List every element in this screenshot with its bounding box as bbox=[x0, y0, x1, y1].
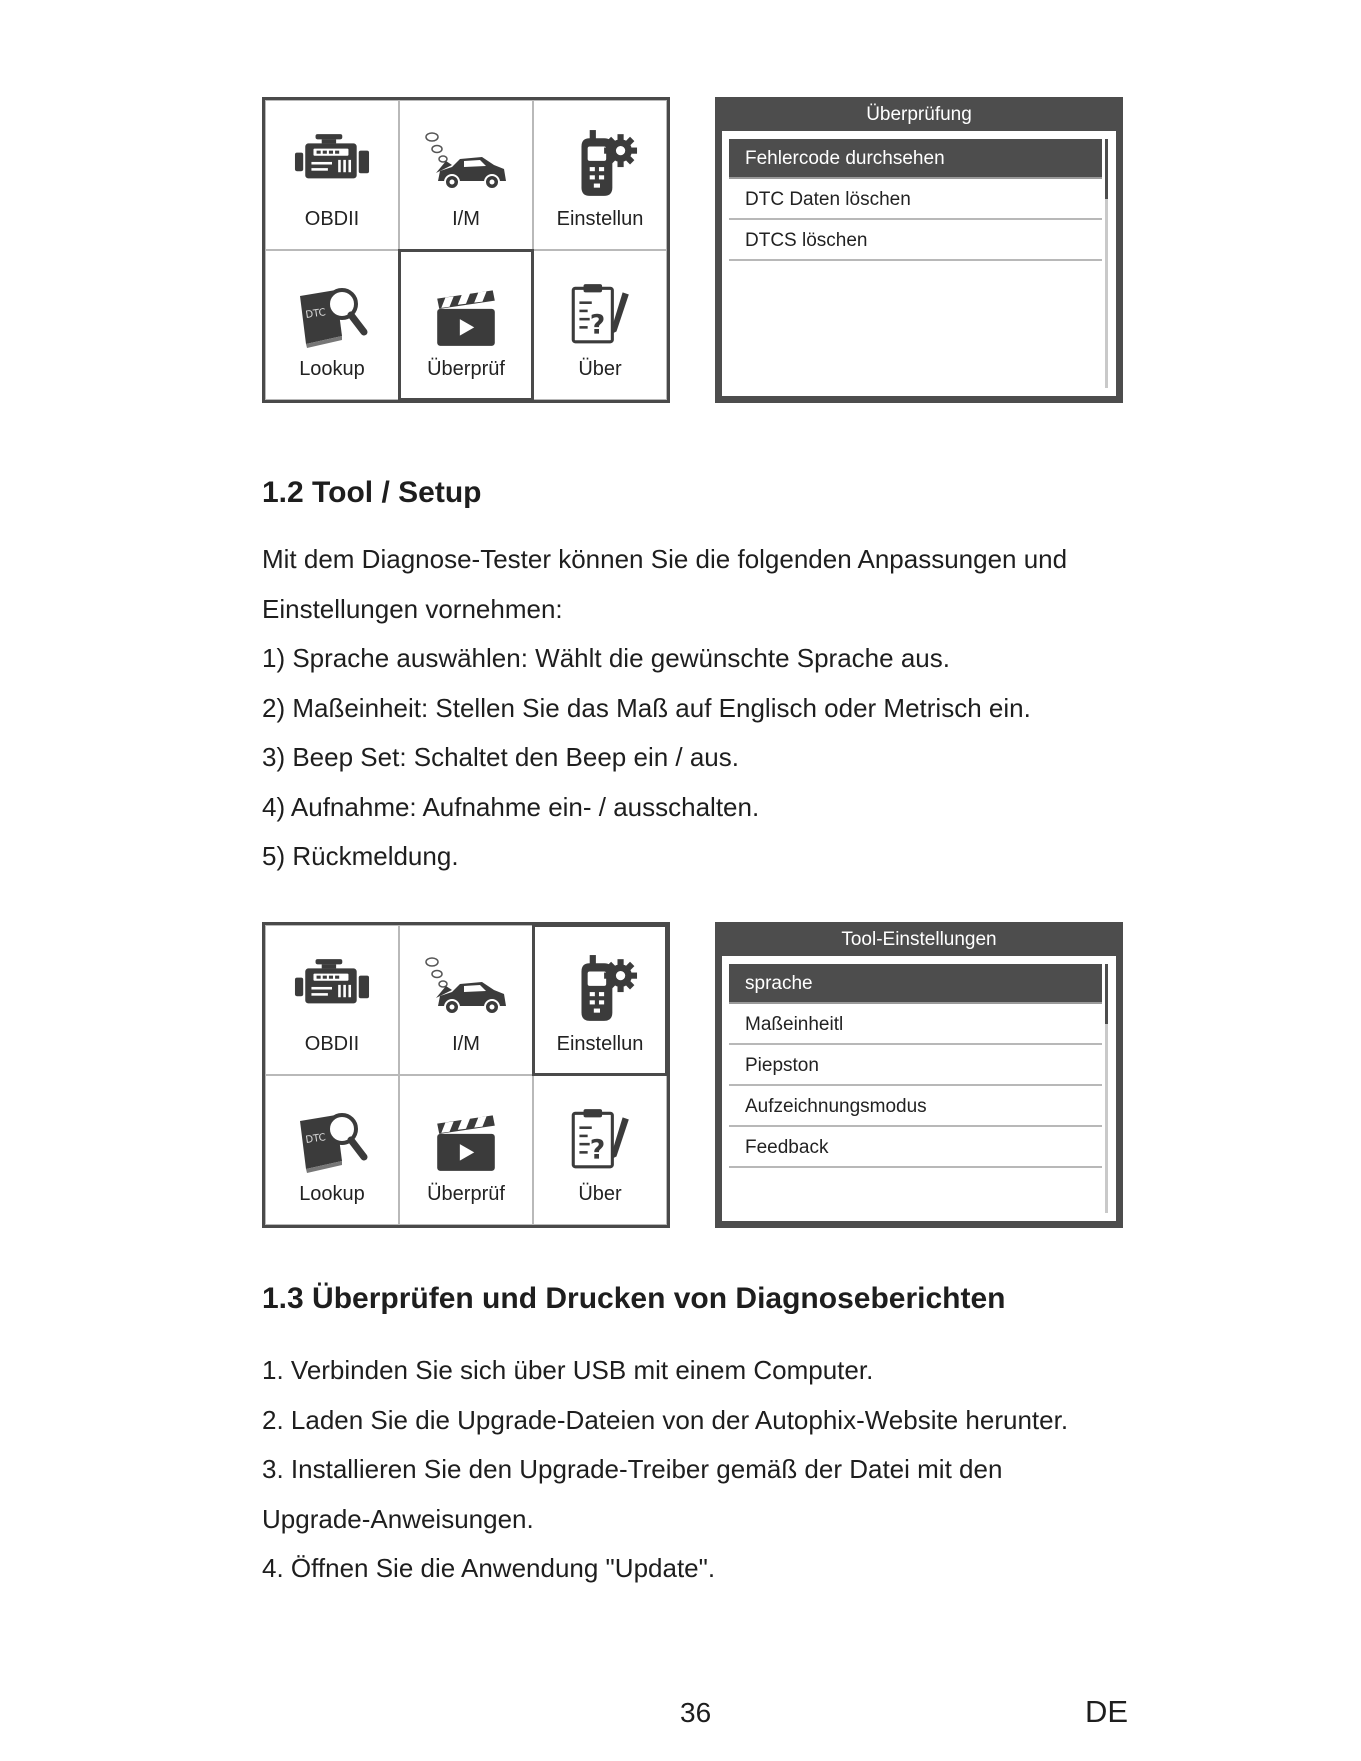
paragraph-line: 3) Beep Set: Schaltet den Beep ein / aus. bbox=[262, 742, 739, 772]
clapperboard-icon bbox=[424, 278, 508, 350]
menu-item-ueberpruefung[interactable] bbox=[399, 1075, 533, 1225]
paragraph-line: 3. Installieren Sie den Upgrade-Treiber gemäß der Datei mit den bbox=[262, 1454, 1003, 1484]
paragraph-line: Einstellungen vornehmen: bbox=[262, 593, 563, 624]
screen-title: Überprüfung bbox=[866, 104, 972, 125]
scrollbar-thumb[interactable] bbox=[1105, 964, 1108, 1024]
menu-item-label: I/M bbox=[452, 1033, 480, 1055]
section-heading-1-3: 1.3 Überprüfen und Drucken von Diagnoseberichten bbox=[262, 1282, 1006, 1315]
menu-item-ueber[interactable] bbox=[533, 1075, 667, 1225]
section-heading-1-2: 1.2 Tool / Setup bbox=[262, 476, 482, 509]
paragraph-line: Upgrade-Anweisungen. bbox=[262, 1503, 534, 1534]
clipboard-question-icon bbox=[558, 278, 642, 350]
list-item[interactable]: DTC Daten löschen bbox=[729, 180, 1102, 220]
clipboard-question-icon bbox=[558, 1103, 642, 1175]
screen-title: Tool-Einstellungen bbox=[841, 929, 997, 950]
list-item[interactable]: DTCS löschen bbox=[729, 221, 1102, 261]
menu-item-label: Einstellun bbox=[556, 1033, 644, 1055]
menu-item-label: Lookup bbox=[299, 358, 365, 380]
paragraph-line: 1) Sprache auswählen: Wählt die gewünschte Sprache aus. bbox=[262, 643, 950, 673]
list-item[interactable]: Piepston bbox=[729, 1046, 1102, 1086]
menu-item-label: Über bbox=[578, 1183, 622, 1205]
scrollbar[interactable] bbox=[1105, 139, 1108, 388]
menu-item-ueberpruefung[interactable] bbox=[399, 250, 533, 400]
menu-item-einstellungen[interactable] bbox=[533, 925, 667, 1075]
list-item[interactable]: Maßeinheitl bbox=[729, 1005, 1102, 1045]
menu-item-label: OBDII bbox=[304, 1033, 360, 1055]
scrollbar-thumb[interactable] bbox=[1105, 139, 1108, 199]
screen-list bbox=[722, 131, 1116, 396]
menu-item-lookup[interactable] bbox=[265, 1075, 399, 1225]
list-item[interactable]: sprache bbox=[729, 964, 1102, 1004]
review-screen bbox=[715, 97, 1123, 403]
menu-item-label: Überprüf bbox=[427, 358, 505, 380]
scrollbar[interactable] bbox=[1105, 964, 1108, 1213]
section-1-3-text bbox=[262, 1346, 1068, 1594]
menu-item-ueber[interactable] bbox=[533, 250, 667, 400]
menu-item-im[interactable] bbox=[399, 925, 533, 1075]
list-item[interactable]: Feedback bbox=[729, 1128, 1102, 1168]
menu-item-lookup[interactable] bbox=[265, 250, 399, 400]
section-1-2-text bbox=[262, 535, 1067, 882]
menu-item-label: OBDII bbox=[304, 208, 360, 230]
language-code: DE bbox=[1085, 1694, 1129, 1729]
car-emission-icon bbox=[424, 128, 508, 200]
menu-item-label: Über bbox=[578, 358, 622, 380]
paragraph-line: 5) Rückmeldung. bbox=[262, 841, 459, 871]
paragraph-line: Mit dem Diagnose-Tester können Sie die folgenden Anpassungen und bbox=[262, 544, 1068, 574]
menu-item-label: Lookup bbox=[299, 1183, 365, 1205]
menu-item-im[interactable] bbox=[399, 100, 533, 250]
menu-item-label: Überprüf bbox=[427, 1183, 505, 1205]
page-number: 36 bbox=[680, 1697, 712, 1728]
list-item[interactable]: Fehlercode durchsehen bbox=[729, 139, 1102, 179]
main-menu-grid-bottom bbox=[262, 922, 670, 1228]
engine-icon bbox=[290, 128, 374, 200]
engine-icon bbox=[290, 953, 374, 1025]
main-menu-grid-top bbox=[262, 97, 670, 403]
menu-item-label: Einstellun bbox=[556, 208, 644, 230]
clapperboard-icon bbox=[424, 1103, 508, 1175]
menu-item-obdii[interactable] bbox=[265, 925, 399, 1075]
car-emission-icon bbox=[424, 953, 508, 1025]
paragraph-line: 4) Aufnahme: Aufnahme ein- / ausschalten. bbox=[262, 791, 760, 822]
scanner-gear-icon bbox=[558, 953, 642, 1025]
screen-list bbox=[722, 956, 1116, 1221]
menu-item-label: I/M bbox=[452, 208, 480, 230]
paragraph-line: 2. Laden Sie die Upgrade-Dateien von der Autophix-Website herunter. bbox=[262, 1404, 1069, 1435]
menu-item-obdii[interactable] bbox=[265, 100, 399, 250]
list-item[interactable]: Aufzeichnungsmodus bbox=[729, 1087, 1102, 1127]
menu-item-einstellungen[interactable] bbox=[533, 100, 667, 250]
paragraph-line: 1. Verbinden Sie sich über USB mit einem Computer. bbox=[262, 1355, 874, 1385]
dtc-book-magnifier-icon bbox=[290, 1103, 374, 1175]
tool-settings-screen bbox=[715, 922, 1123, 1228]
dtc-book-magnifier-icon bbox=[290, 278, 374, 350]
scanner-gear-icon bbox=[558, 128, 642, 200]
paragraph-line: 2) Maßeinheit: Stellen Sie das Maß auf Englisch oder Metrisch ein. bbox=[262, 692, 1031, 723]
paragraph-line: 4. Öffnen Sie die Anwendung "Update". bbox=[262, 1553, 716, 1583]
